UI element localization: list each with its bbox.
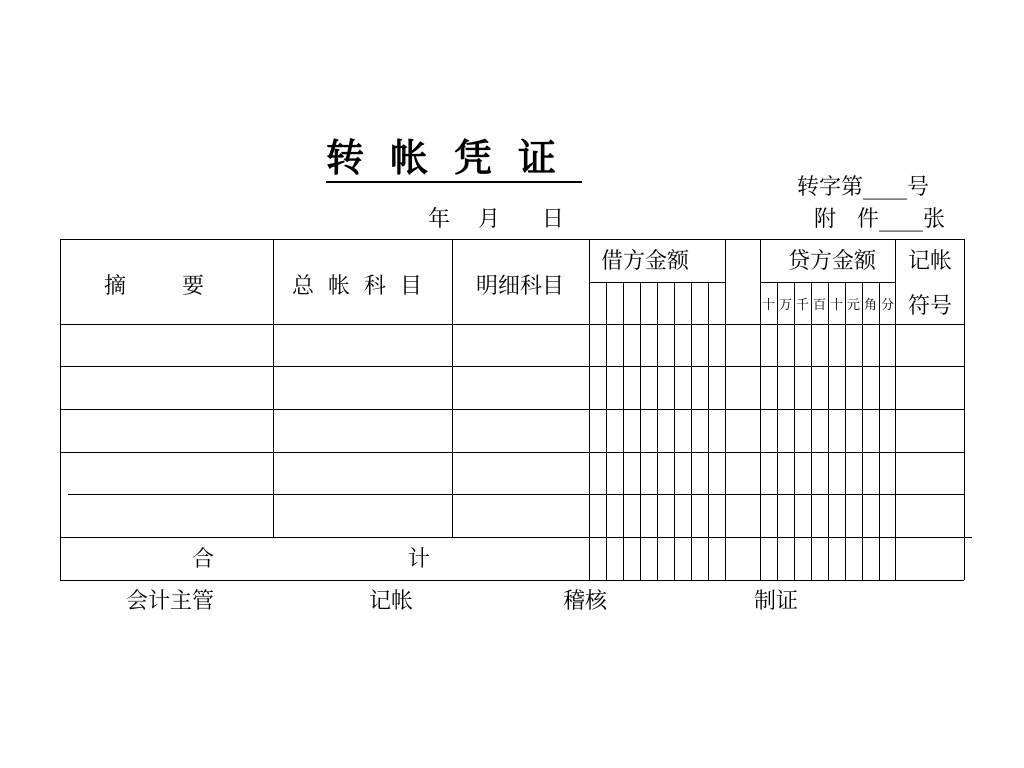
debit-sub-header-line [589, 282, 725, 283]
credit-unit-label: 千 [796, 298, 810, 313]
credit-digit-line [811, 282, 812, 580]
header-posted-mark-1: 记帐 [908, 249, 953, 274]
col-line [895, 239, 896, 580]
debit-digit-line [657, 282, 658, 580]
credit-digit-line [794, 282, 795, 580]
debit-digit-line [623, 282, 624, 580]
signature-prepared-by: 制证 [754, 589, 799, 614]
debit-digit-line [691, 282, 692, 580]
debit-digit-line [674, 282, 675, 580]
credit-digit-line [845, 282, 846, 580]
credit-digit-line [828, 282, 829, 580]
header-debit-amount: 借方金额 [601, 249, 690, 274]
credit-unit-label: 百 [813, 298, 827, 313]
voucher-number-label: 转字第____号 [797, 175, 930, 200]
header-summary: 摘 要 [104, 274, 204, 299]
header-general-account: 总 帐 科 目 [292, 274, 422, 299]
debit-digit-line [640, 282, 641, 580]
table-border-top [60, 239, 964, 240]
credit-digit-line [777, 282, 778, 580]
col-line [589, 239, 590, 580]
row-line [68, 494, 964, 495]
credit-digit-line [862, 282, 863, 580]
credit-digit-line [879, 282, 880, 580]
total-label-2: 计 [408, 547, 431, 572]
attachments-label: 附 件____张 [814, 207, 945, 232]
signature-audit: 稽核 [563, 589, 608, 614]
table-border-bottom [60, 580, 964, 581]
credit-unit-label: 分 [881, 298, 895, 313]
header-posted-mark-2: 符号 [908, 294, 953, 319]
debit-digit-line [606, 282, 607, 580]
date-label: 年 月 日 [428, 207, 564, 232]
debit-digit-line [708, 282, 709, 580]
header-credit-amount: 贷方金额 [788, 249, 877, 274]
col-line [273, 239, 274, 537]
total-label-1: 合 [192, 547, 215, 572]
col-line [452, 239, 453, 537]
credit-unit-label: 十 [762, 298, 776, 313]
header-detail-account: 明细科目 [476, 274, 565, 299]
credit-unit-label: 万 [779, 298, 793, 313]
credit-unit-label: 十 [830, 298, 844, 313]
col-line [725, 239, 726, 580]
signature-bookkeeping: 记帐 [369, 589, 414, 614]
credit-unit-label: 角 [864, 298, 878, 313]
col-line [760, 239, 761, 580]
table-border-right [964, 239, 965, 580]
credit-unit-label: 元 [847, 298, 861, 313]
page-title: 转帐凭证 [326, 135, 582, 183]
signature-accountant-supervisor: 会计主管 [126, 589, 215, 614]
total-row-line [60, 537, 972, 538]
